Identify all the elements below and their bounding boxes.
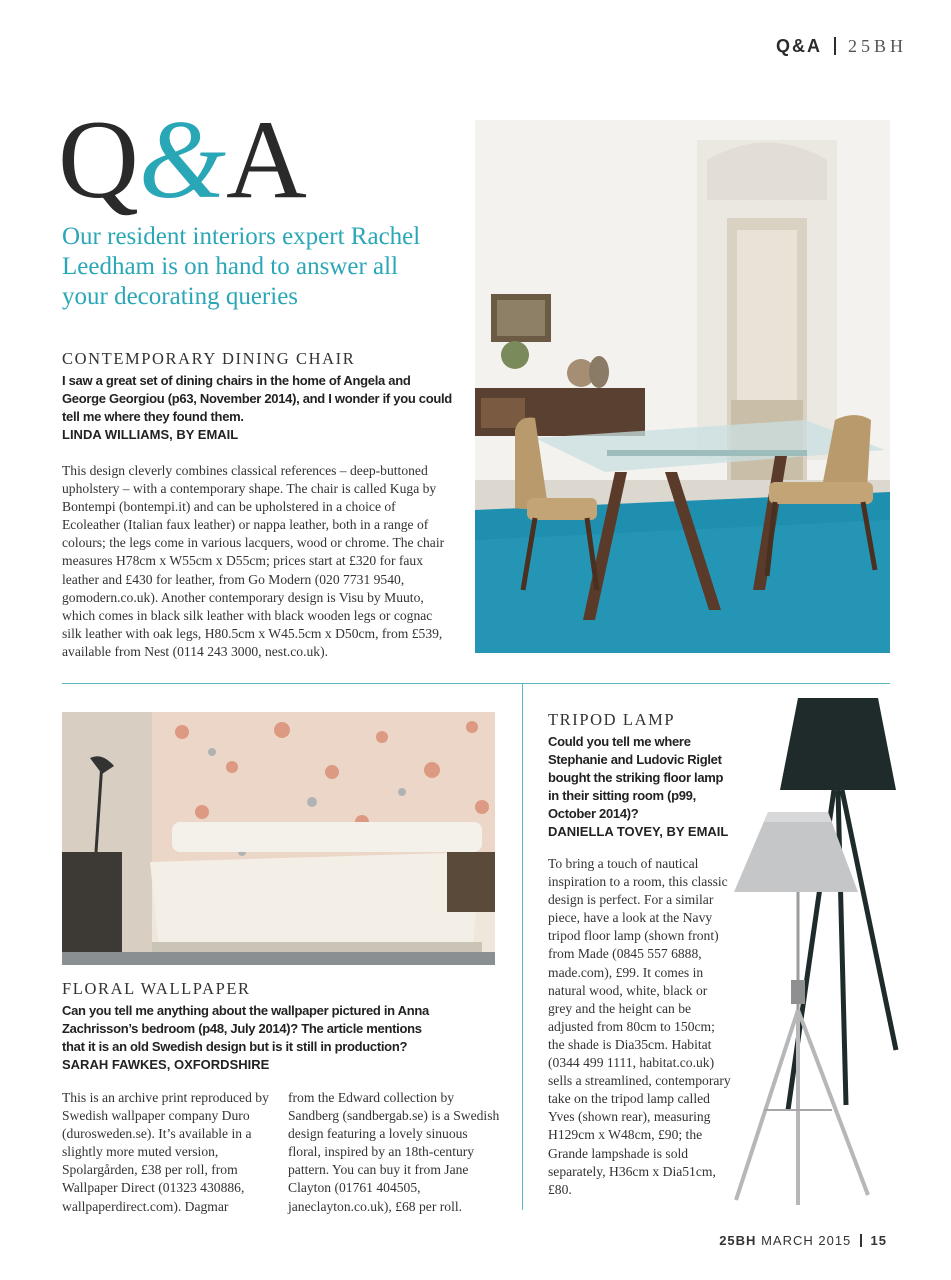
title-q: Q — [58, 98, 139, 222]
title-ampersand: & — [138, 98, 227, 222]
tripod-lamps-photo — [728, 690, 908, 1215]
tripod-answer: To bring a touch of nautical inspiration to a room, this classic design is perfect. For a similar piece, have a look at the Navy tripod floor lamp (shown front) from Made (0845 557 6888, made.com), £99. It comes in natural wood, white, black or grey and the height can be adjusted from 80cm to 150cm; the shade is Dia35cm. Habitat (0344 499 1111, habitat.co.uk) sells a streamlined, contemporary take on the tripod lamp called Yves (shown rear), measuring H129cm x W48cm, £90; the Grande lampshade is sold separately, H36cm x Dia51cm, £80. — [548, 856, 731, 1197]
section-divider — [62, 683, 890, 684]
running-header — [776, 36, 907, 57]
floral-question: Can you tell me anything about the wallpaper pictured in Anna Zachrisson’s bedroom (p48, July 2014)? The article mentions that it is an old Swedish design but is it still in production? — [62, 1003, 429, 1054]
magazine-name: 25BH — [847, 36, 907, 56]
footer-issue: MARCH 2015 — [761, 1233, 852, 1248]
page-number: 15 — [870, 1233, 887, 1248]
floral-byline: SARAH FAWKES, OXFORDSHIRE — [62, 1057, 270, 1072]
page-title — [58, 98, 307, 222]
floral-wallpaper-article — [62, 979, 492, 1074]
tripod-kicker: TRIPOD LAMP — [548, 710, 676, 729]
title-a: A — [226, 98, 307, 222]
dining-chair-article — [62, 349, 454, 661]
dining-kicker: CONTEMPORARY DINING CHAIR — [62, 349, 356, 368]
tripod-question: Could you tell me where Stephanie and Ludovic Riglet bought the striking floor lamp in their sitting room (p99, October 2014)? — [548, 734, 724, 821]
dining-byline: LINDA WILLIAMS, BY EMAIL — [62, 427, 239, 442]
column-divider — [522, 683, 523, 1210]
bedroom-wallpaper-photo — [62, 712, 495, 965]
dining-room-photo — [475, 120, 890, 653]
tripod-byline: DANIELLA TOVEY, BY EMAIL — [548, 824, 729, 839]
page-footer — [719, 1233, 887, 1248]
floral-kicker: FLORAL WALLPAPER — [62, 979, 251, 998]
footer-magazine: 25BH — [719, 1233, 757, 1248]
header-divider — [834, 37, 836, 55]
dining-answer: This design cleverly combines classical references – deep-buttoned upholstery – with a contemporary shape. The chair is called Kuga by Bontempi (bontempi.it) and can be upholstered in a choice of Ecoleather (Italian faux leather) or nappa leather, both in a range of colours; the legs come in various lacquers, wood or chrome. The chair measures H78cm x W55cm x D55cm; prices start at £320 for faux leather and £430 for leather, from Go Modern (020 7731 9540, gomodern.co.uk). Another contemporary design is Visu by Muuto, which comes in black silk leather with black wooden legs or cognac silk leather with oak legs, H80.5cm x W45.5cm x D50cm, from £539, available from Nest (0114 243 3000, nest.co.uk). — [62, 463, 445, 659]
footer-divider — [860, 1234, 862, 1247]
floral-answer-col1: This is an archive print reproduced by Swedish wallpaper company Duro (durosweden.se). It’s available in a slightly more muted version, Spolargården, £38 per roll, from Wallpaper Direct (01323 430886, wallpaperdirect.com). Dagmar — [62, 1090, 269, 1214]
intro-standfirst: Our resident interiors expert Rachel Leedham is on hand to answer all your decorating queries — [62, 223, 421, 310]
tripod-lamp-article — [548, 710, 748, 841]
dining-question: I saw a great set of dining chairs in the home of Angela and George Georgiou (p63, November 2014), and I wonder if you could tell me where they found them. — [62, 373, 452, 424]
section-label: Q&A — [775, 36, 822, 56]
floral-answer-col2: from the Edward collection by Sandberg (sandbergab.se) is a Swedish design featuring a lovely sinuous floral, inspired by an 18th-century pattern. You can buy it from Jane Clayton (01761 404505, janeclayton.co.uk), £68 per roll. — [288, 1090, 500, 1214]
